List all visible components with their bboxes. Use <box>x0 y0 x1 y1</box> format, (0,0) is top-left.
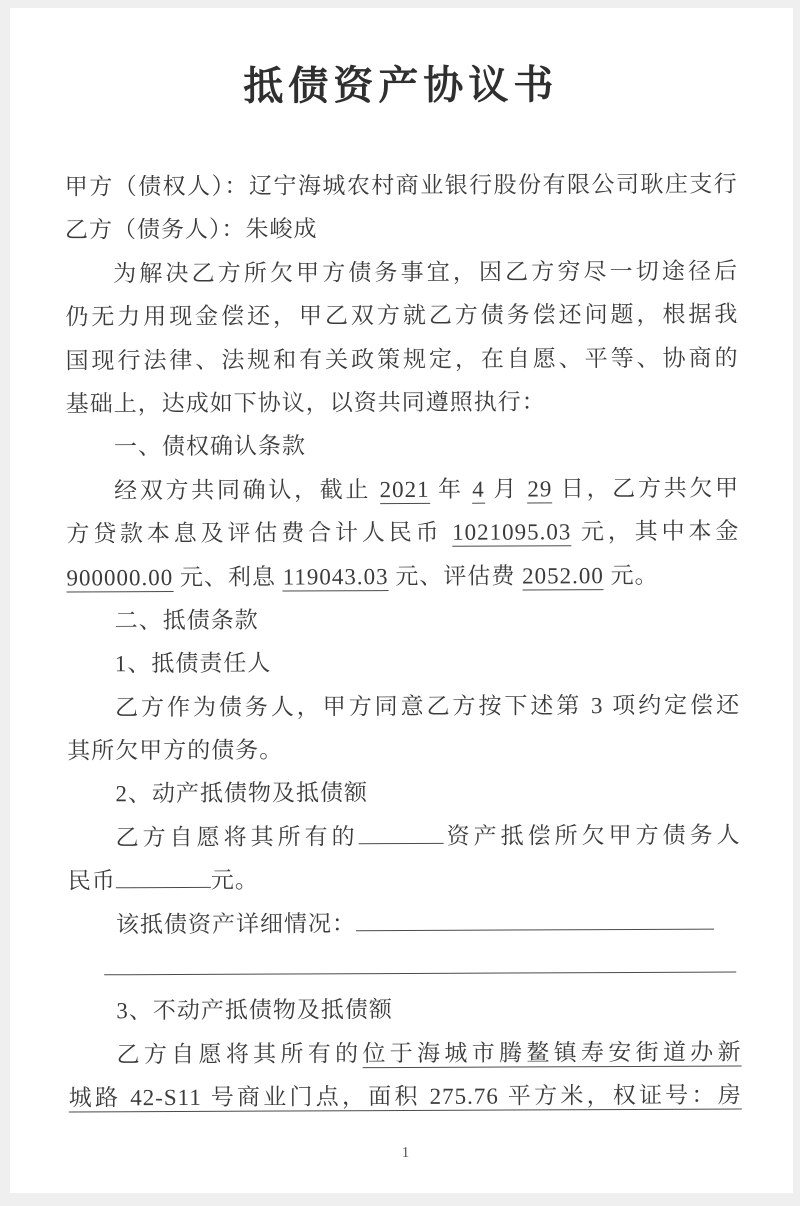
doc-line <box>66 379 739 425</box>
text-segment: 1、抵债责任人 <box>114 650 272 677</box>
text-segment: 乙方作为债务人，甲方同意乙方按下述第 3 项约定偿还 <box>114 692 741 720</box>
text-segment: 月 <box>484 476 528 502</box>
doc-line <box>65 336 738 382</box>
underlined-address-value: 位于海城市腾鳌镇寿安街道办新 <box>362 1039 742 1066</box>
page-content <box>10 6 798 1163</box>
text-segment: 乙方自愿将其所有的 <box>115 824 359 851</box>
fill-in-blank <box>356 904 714 931</box>
text-segment: 仍无力用现金偿还，甲乙双方就乙方债务偿还问题，根据我 <box>65 301 739 330</box>
doc-line <box>67 727 740 773</box>
text-segment: 资产抵偿所欠甲方债务人 <box>443 822 741 849</box>
doc-line-clause-1-heading <box>66 423 739 469</box>
text-segment: 国现行法律、法规和有关政策规定，在自愿、平等、协商的 <box>65 345 739 374</box>
underlined-property-value: 城路 42-S11 号商业门点，面积 275.76 平方米，权证号：房 <box>68 1082 742 1111</box>
text-segment: 3、不动产抵债物及抵债额 <box>116 997 393 1024</box>
text-segment: 年 <box>429 476 473 502</box>
text-segment: 乙方（债务人）：朱峻成 <box>64 216 318 243</box>
document-body <box>65 163 742 1121</box>
text-segment: 民币 <box>67 868 116 894</box>
text-segment: 2、动产抵债物及抵债额 <box>115 780 368 807</box>
text-segment: 元。 <box>603 562 659 588</box>
doc-line-total-amount <box>66 510 739 556</box>
text-segment: 元、评估费 <box>388 562 523 589</box>
doc-line-party-b <box>65 206 738 252</box>
doc-line-movable-amount <box>68 857 741 903</box>
doc-line-item-2-heading <box>67 770 740 816</box>
doc-line-property-detail <box>69 1074 742 1120</box>
doc-line <box>67 683 740 729</box>
doc-line-asset-details <box>68 900 741 946</box>
doc-line-blank-rule <box>68 944 741 990</box>
text-segment: 该抵债资产详细情况： <box>115 910 357 937</box>
document-page <box>10 8 793 1193</box>
underlined-day-value: 29 <box>527 476 553 502</box>
text-segment: 元。 <box>210 867 259 894</box>
underlined-year-value: 2021 <box>379 476 430 502</box>
text-segment: 元、利息 <box>173 564 283 590</box>
underlined-interest-value: 119043.03 <box>282 563 389 590</box>
doc-line-item-1-heading <box>67 640 740 686</box>
doc-line-amount-breakdown <box>66 553 739 599</box>
underlined-fee-value: 2052.00 <box>522 562 604 588</box>
fill-in-blank <box>116 863 211 889</box>
text-segment: 方贷款本息及评估费合计人民币 <box>66 519 453 547</box>
doc-line-item-3-heading <box>68 987 741 1033</box>
text-segment: 经双方共同确认，截止 <box>114 476 380 503</box>
text-segment: 日，乙方共欠甲 <box>552 475 740 502</box>
doc-line-party-a <box>65 163 738 209</box>
text-segment: 其所欠甲方的债务。 <box>67 737 284 764</box>
underlined-principal-value: 900000.00 <box>66 564 174 590</box>
doc-line <box>65 249 738 295</box>
text-segment: 甲方（债权人）：辽宁海城农村商业银行股份有限公司耿庄支行 <box>64 171 738 200</box>
text-segment: 一、债权确认条款 <box>113 433 306 460</box>
underlined-month-value: 4 <box>472 476 485 502</box>
document-title: 抵债资产协议书 <box>243 62 559 109</box>
doc-line-property-location <box>68 1030 741 1076</box>
page-number: 1 <box>401 1144 410 1161</box>
text-segment: 乙方自愿将其所有的 <box>116 1040 363 1068</box>
fill-in-blank <box>104 947 736 975</box>
fill-in-blank <box>359 819 444 845</box>
doc-line <box>65 293 738 339</box>
text-segment: 基础上，达成如下协议，以资共同遵照执行： <box>65 389 546 417</box>
underlined-total-value: 1021095.03 <box>452 519 572 545</box>
text-segment: 二、抵债条款 <box>114 607 259 634</box>
text-segment: 元，其中本金 <box>571 518 740 545</box>
doc-line-debt-confirm <box>66 466 739 512</box>
doc-line-movable-asset <box>68 813 741 859</box>
text-segment: 为解决乙方所欠甲方债务事宜，因乙方穷尽一切途径后 <box>113 258 739 287</box>
doc-line-clause-2-heading <box>67 596 740 642</box>
